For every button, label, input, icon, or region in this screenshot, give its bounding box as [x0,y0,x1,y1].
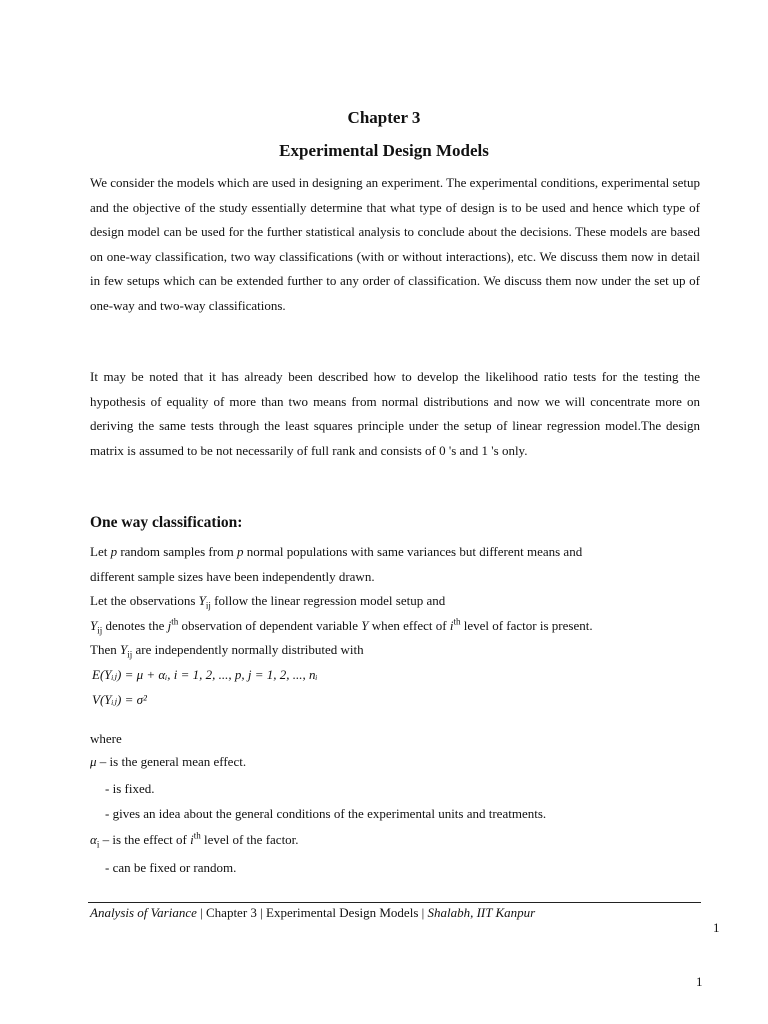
text-line-3: Let the observations $Y_{ij}$ follow the linear regression model setup and [90,593,446,611]
footer-course: Analysis of Variance [90,905,197,920]
mu-bullet-conditions: - gives an idea about the general conditions of the experimental units and treatments. [105,806,547,821]
text-line-1: Let p random samples from p normal populations with same variances but different means and [90,544,583,559]
likelihood-paragraph: It may be noted that it has already been described how to develop the likelihood ratio tests for the testing the hypothesis of equality of more than two means from normal distributions and now we will concentrate more on deriving the same tests through the least squares principle under the setup of linear regression model.The design matrix is assumed to be not necessarily of full rank and consists of 0 's and 1 's only. [90,369,700,458]
footer-title: Experimental Design Models [266,905,419,920]
alpha-definition: $\alpha_i$ – is the effect of $i^{th}$ level of the factor. [90,830,299,850]
section-heading: One way classification: [90,514,243,531]
footer-rule [88,902,701,903]
running-footer: Analysis of Variance | Chapter 3 | Experimental Design Models | Shalabh, IIT Kanpur [90,905,536,920]
mu-definition: μ – is the general mean effect. [90,754,247,769]
text-line-5: Then $Y_{ij}$ are independently normally distributed with [90,642,364,660]
equation-expectation: E(Yᵢⱼ) = μ + αᵢ, i = 1, 2, ..., p, j = 1, 2, ..., nᵢ [92,667,318,682]
alpha-bullet-random: - can be fixed or random. [105,860,237,875]
footer-chapter: Chapter 3 [206,905,257,920]
page-number-inner: 1 [713,920,720,935]
text-line-4: $Y_{ij}$ denotes the $j^{th}$ observation of dependent variable Y when effect of $i^{th}$ level of factor is present. [90,616,593,636]
intro-paragraph: We consider the models which are used in designing an experiment. The experimental conditions, experimental setup and the objective of the study essentially determine that what type of design is to be used and hence which type of design model can be used for the further statistical analysis to conclude about the decisions. These models are based on one-way classification, two way classifications (with or without interactions), etc. We discuss them now in detail in few setups which can be extended further to any order of classification. We discuss them now under the set up of one-way and two-way classifications. [90,175,700,313]
mu-bullet-fixed: - is fixed. [105,781,155,796]
text-line-2: different sample sizes have been independently drawn. [90,569,375,584]
footer-author: Shalabh, IIT Kanpur [427,905,536,920]
chapter-label: Chapter 3 [347,108,421,127]
chapter-title: Experimental Design Models [279,141,489,160]
page-number-outer: 1 [696,974,703,989]
equation-variance: V(Yᵢⱼ) = σ² [92,692,147,707]
where-label: where [90,731,122,746]
